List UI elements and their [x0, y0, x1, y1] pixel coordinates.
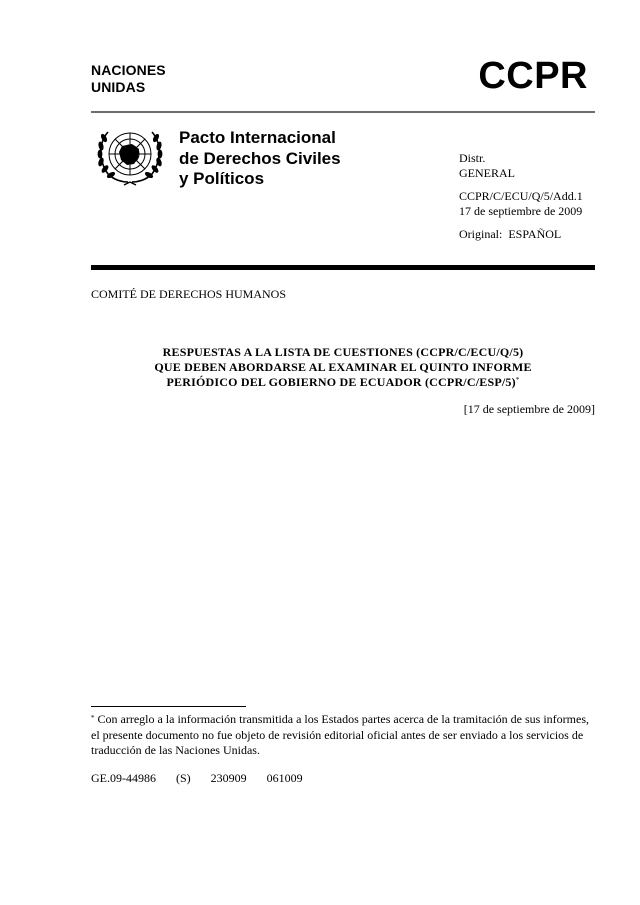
document-series-symbol: CCPR	[478, 55, 588, 97]
document-date: 17 de septiembre de 2009	[459, 204, 583, 218]
committee-name: COMITÉ DE DERECHOS HUMANOS	[91, 287, 287, 301]
title-footnote-marker[interactable]: *	[515, 376, 520, 384]
job-number	[91, 771, 319, 785]
org-line-1: NACIONES	[91, 62, 166, 78]
job-language: (S)	[176, 771, 191, 785]
distr-label: Distr.	[459, 151, 486, 165]
title-date: [17 de septiembre de 2009]	[463, 402, 595, 416]
original-label: Original:	[459, 227, 503, 241]
masthead-divider	[91, 265, 595, 270]
org-line-2: UNIDAS	[91, 79, 146, 95]
job-date-1: 230909	[210, 771, 247, 785]
header-divider	[91, 111, 595, 113]
original-value: ESPAÑOL	[508, 227, 562, 241]
distr-value: GENERAL	[459, 166, 515, 180]
title-line-1: RESPUESTAS A LA LISTA DE CUESTIONES (CCPR/C/ECU/Q/5)	[162, 345, 524, 359]
footnote-separator	[91, 706, 246, 707]
covenant-line-2: de Derechos Civiles	[179, 148, 341, 168]
original-language	[459, 227, 583, 242]
footnote-text: Con arreglo a la información transmitida a los Estados partes acerca de la tramitación de sus informes, el presente documento no fue objeto de revisión editorial oficial antes de ser enviado a los servicios de traducción de las Naciones Unidas.	[91, 712, 589, 757]
document-title	[91, 345, 595, 390]
job-date-2: 061009	[266, 771, 303, 785]
footnote	[91, 712, 596, 759]
covenant-title	[179, 128, 341, 190]
title-line-3: PERIÓDICO DEL GOBIERNO DE ECUADOR (CCPR/C/ESP/5)*	[166, 375, 520, 389]
distribution-block	[459, 151, 583, 242]
un-emblem-icon	[94, 122, 166, 186]
document-symbol: CCPR/C/ECU/Q/5/Add.1	[459, 189, 583, 203]
job-code: GE.09-44986	[91, 771, 156, 785]
organization-name	[91, 62, 166, 96]
covenant-line-3: y Políticos	[179, 169, 265, 188]
covenant-line-1: Pacto Internacional	[179, 128, 336, 147]
footnote-marker: *	[91, 714, 95, 722]
title-line-2: QUE DEBEN ABORDARSE AL EXAMINAR EL QUINTO INFORME	[154, 360, 532, 374]
